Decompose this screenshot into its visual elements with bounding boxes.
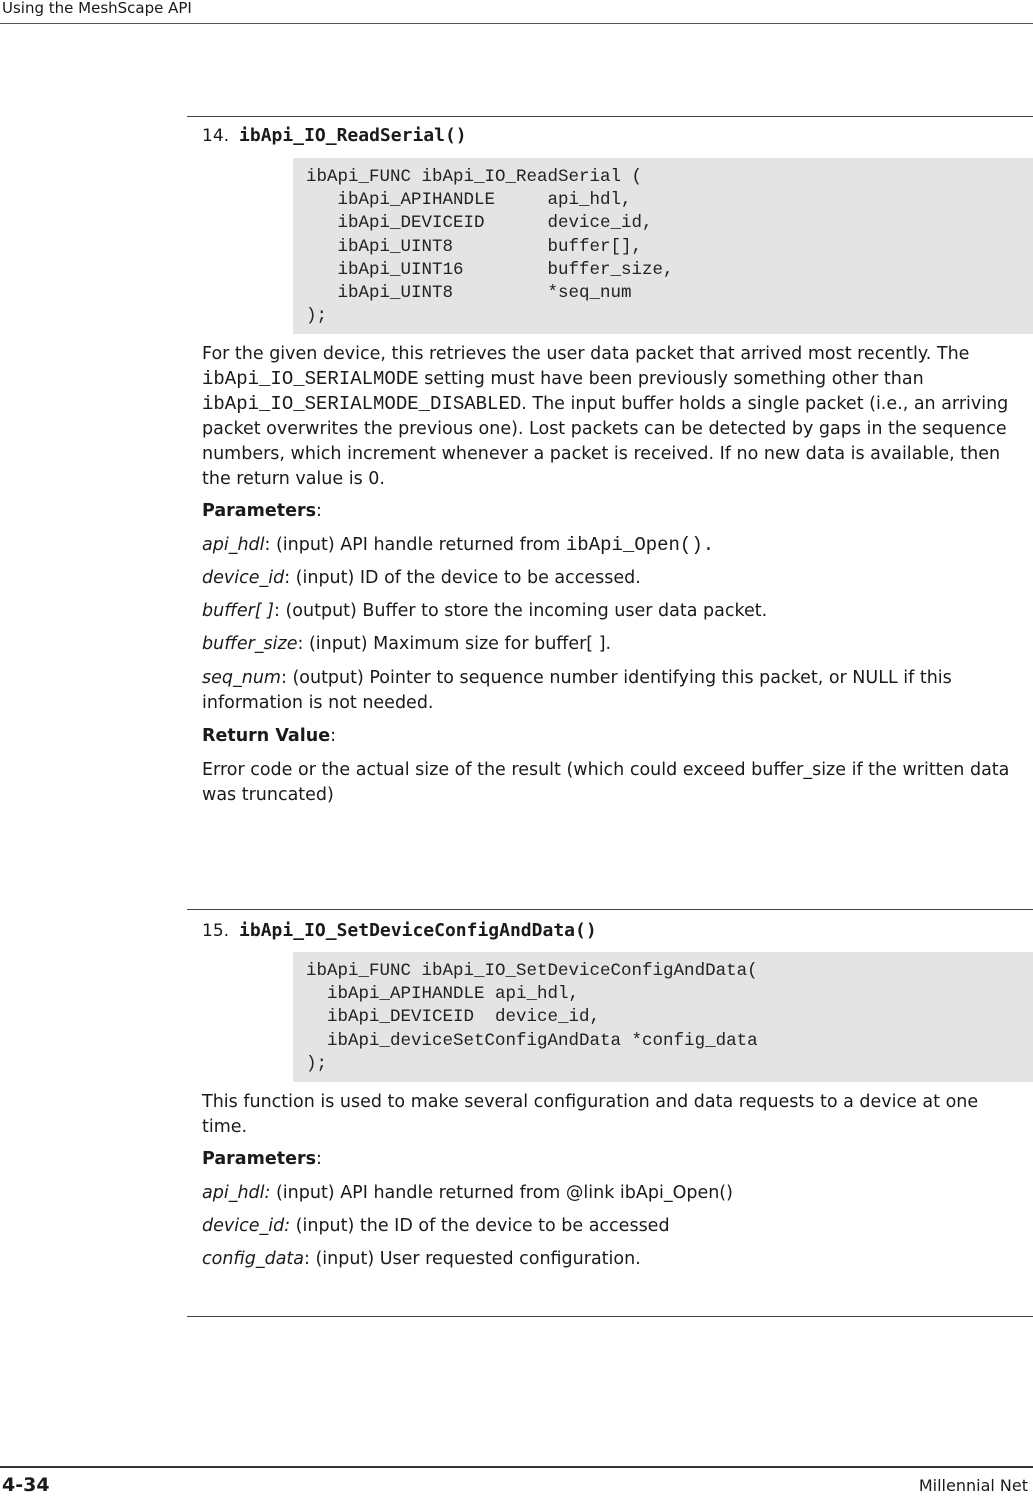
section-15-function-name: ibApi_IO_SetDeviceConfigAndData()	[239, 920, 597, 941]
param-name: device_id	[202, 568, 285, 588]
section-14-param-seq-num	[202, 666, 1022, 716]
section-14-code-block: ibApi_FUNC ibApi_IO_ReadSerial ( ibApi_APIHANDLE api_hdl, ibApi_DEVICEID device_id, ibApi_UINT8 buffer[], ibApi_UINT16 buffer_size, ibApi_UINT8 *seq_num );	[293, 158, 1033, 334]
section-14-desc-text-2: setting must have been previously something other than	[418, 369, 924, 389]
section-14-function-name: ibApi_IO_ReadSerial()	[239, 125, 467, 146]
section-15-description: This function is used to make several configuration and data requests to a device at one time.	[202, 1092, 979, 1137]
param-code: ibApi_Open().	[565, 534, 715, 556]
section-14-desc-text-3: . The input buffer holds a single packet (i.e., an arriving packet overwrites the previous one). Lost packets can be detected by gaps in the sequence numbers, which increment whenever a packet is received. If no new data is available, then the return value is 0.	[202, 394, 1009, 489]
param-desc: : (input) API handle returned from	[264, 535, 566, 555]
section-15-parameters-heading: Parameters:	[202, 1149, 322, 1169]
publisher-name: Millennial Net	[918, 1476, 1028, 1495]
param-name: api_hdl	[202, 535, 265, 555]
section-14-param-device-id	[202, 566, 1022, 591]
param-desc: : (output) Pointer to sequence number identifying this packet, or NULL if this information is not needed.	[202, 668, 952, 713]
param-desc: (input) API handle returned from @link ibApi_Open()	[270, 1183, 733, 1203]
param-name: device_id:	[202, 1216, 291, 1236]
section-14-return-heading: Return Value:	[202, 726, 336, 746]
section-15-number: 15.	[202, 921, 230, 941]
running-header-title: Using the MeshScape API	[2, 0, 192, 17]
section-14-param-buffer	[202, 599, 1022, 624]
param-desc: (input) the ID of the device to be accessed	[290, 1216, 670, 1236]
param-name: buffer[ ]	[202, 601, 275, 621]
section-15-param-api-hdl	[202, 1181, 1022, 1206]
section-14-desc-text-1: For the given device, this retrieves the user data packet that arrived most recently. The	[202, 344, 970, 364]
param-desc: : (input) Maximum size for buffer[ ].	[297, 634, 612, 654]
section-14-parameters-heading: Parameters:	[202, 501, 322, 521]
section-14-parameters-label: Parameters	[202, 501, 316, 521]
param-name: api_hdl:	[202, 1183, 271, 1203]
page-number: 4-34	[2, 1474, 50, 1496]
section-14-return-text: Error code or the actual size of the result (which could exceed buffer_size if the written data was truncated)	[202, 760, 1010, 805]
section-14-desc-mode-disabled: ibApi_IO_SERIALMODE_DISABLED	[202, 393, 522, 415]
section-15-bottom-rule	[187, 1316, 1033, 1317]
section-14-number: 14.	[202, 126, 230, 146]
running-header	[0, 0, 1033, 24]
section-14-param-buffer-size	[202, 632, 1022, 657]
section-14-return-label: Return Value	[202, 726, 331, 746]
param-name: config_data	[202, 1249, 305, 1269]
param-desc: : (output) Buffer to store the incoming user data packet.	[274, 601, 768, 621]
section-15-heading	[202, 921, 597, 941]
section-15-param-config-data	[202, 1247, 1022, 1272]
section-14-top-rule	[187, 116, 1033, 117]
section-14-desc-mode: ibApi_IO_SERIALMODE	[202, 368, 419, 390]
param-name: buffer_size	[202, 634, 298, 654]
section-15-parameters-label: Parameters	[202, 1149, 316, 1169]
section-14-param-api-hdl	[202, 533, 1022, 558]
section-14-description	[202, 342, 1022, 492]
section-15-code-block: ibApi_FUNC ibApi_IO_SetDeviceConfigAndData( ibApi_APIHANDLE api_hdl, ibApi_DEVICEID device_id, ibApi_deviceSetConfigAndData *config_data );	[293, 952, 1033, 1082]
param-desc: : (input) ID of the device to be accessed.	[284, 568, 641, 588]
section-14-heading	[202, 126, 467, 146]
footer-rule	[0, 1466, 1033, 1468]
param-desc: : (input) User requested configuration.	[304, 1249, 641, 1269]
section-15-param-device-id	[202, 1214, 1022, 1239]
section-15-top-rule	[187, 909, 1033, 910]
param-name: seq_num	[202, 668, 281, 688]
